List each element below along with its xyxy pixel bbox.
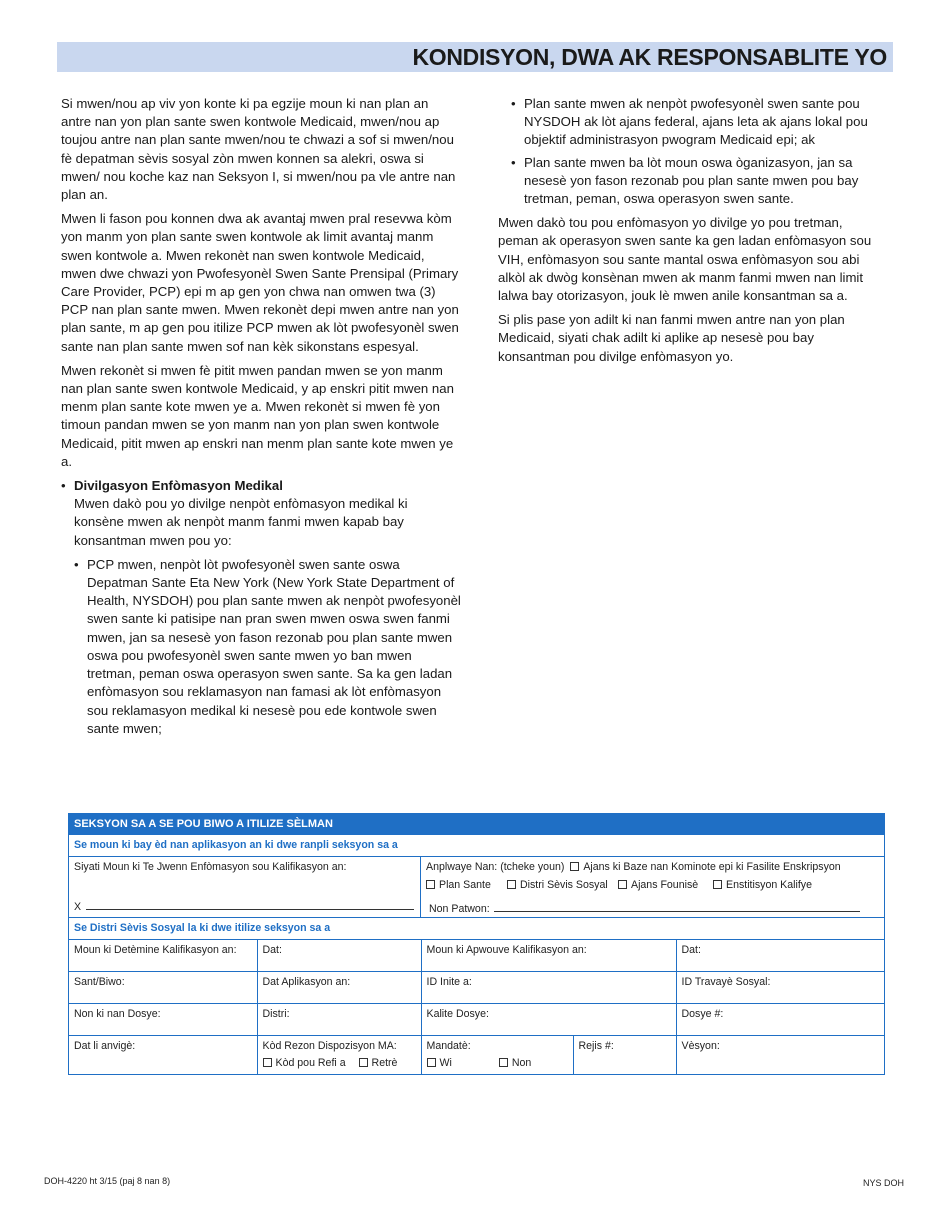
office-subheading: Se moun ki bay èd nan aplikasyon an ki dwe ranpli seksyon sa a <box>69 835 884 857</box>
checkbox-label: Retrè <box>371 1057 398 1069</box>
signature-row <box>69 857 884 918</box>
list-item: • Plan sante mwen ak nenpòt pwofesyonèl swen sante pou NYSDOH ak lòt ajans federal, ajans leta ak ajans lokal pou objektif administrasyon pwogram Medicaid epi; ak <box>511 95 886 150</box>
bullet-heading: • Divilgasyon Enfòmasyon Medikal <box>74 478 283 494</box>
form-number: DOH-4220 ht 3/15 (paj 8 nan 8) <box>44 1176 171 1186</box>
list-item: • PCP mwen, nenpòt lòt pwofesyonèl swen sante oswa Depatman Sante Eta New York (New York State Department of Health, NYSDOH) pou plan sante mwen ak nenpòt pwofesyonèl swen sante ki patisipe nan pran swen mwen oswa swen fanmi mwen, jan sa nesesè yon fason rezonab pou plan sante mwen oswa pou pwofesyonèl swen sante mwen yo ban mwen tretman, peman oswa operasyon swen sante. Sa ka gen ladan enfòmasyon sou reklamasyon nan famasi ak lòt enfòmasyon sou reklamasyon medikal ki nesesè pou ede kontwole swen sante mwen; <box>74 556 461 738</box>
header-banner <box>57 42 893 72</box>
checkbox-label: Wi <box>439 1057 452 1069</box>
checkbox-label: Ajans Founisè <box>631 879 699 891</box>
table-row <box>69 1004 884 1036</box>
paragraph: Si mwen/nou ap viv yon konte ki pa egzije moun ki nan plan an antre nan yon plan sante swen kontwole Medicaid, mwen/nou ap toujou antre nan plan sante mwen/nou te chwazi a sof si mwen/nou fè depatman sèvis sosyal zòn mwen konnen sa alekri, oswa si mwen/ nou koche kaz nan Seksyon I, si mwen/nou pa vle antre nan plan an. <box>61 96 456 203</box>
checkbox-provider-agency[interactable] <box>618 880 627 889</box>
checkbox-health-plan[interactable] <box>426 880 435 889</box>
application-date-field[interactable]: Dat Aplikasyon an: <box>257 972 421 1004</box>
office-subheading: Se Distri Sèvis Sosyal la ki dwe itilize seksyon sa a <box>69 918 884 940</box>
paragraph: Mwen dakò tou pou enfòmasyon yo divilge yo pou tretman, peman ak operasyon swen sante ka gen ladan enfòmasyon sou VIH, enfòmasyon sou sante mantal oswa enfòmasyon sou abi alkòl ak dwòg konsènan mwen ak manm fanmi mwen nan limit lalwa bay otorizasyon, jouk lè mwen anile konsantman sa a. <box>498 215 872 304</box>
case-type-field[interactable]: Kalite Dosye: <box>421 1004 676 1036</box>
ma-code-label: Kòd Rezon Dispozisyon MA: <box>262 1040 397 1052</box>
determined-by-field[interactable]: Moun ki Detèmine Kalifikasyon an: <box>74 944 237 956</box>
district-field[interactable]: Distri: <box>257 1004 421 1036</box>
checkbox-label: Enstitisyon Kalifye <box>726 879 812 891</box>
effective-date-field[interactable]: Dat li anvigè: <box>69 1036 257 1075</box>
office-section-title: SEKSYON SA A SE POU BIWO A ITILIZE SÈLMAN <box>69 813 884 835</box>
employer-label: Non Patwon: <box>429 903 490 915</box>
version-field[interactable]: Vèsyon: <box>676 1036 884 1075</box>
bullet-list <box>511 95 886 208</box>
checkbox-qualified-institution[interactable] <box>713 880 722 889</box>
checkbox-social-services[interactable] <box>507 880 516 889</box>
ma-code-field <box>257 1036 421 1075</box>
checkbox-community-agency[interactable] <box>570 862 579 871</box>
worker-id-field[interactable]: ID Travayè Sosyal: <box>676 972 884 1004</box>
unit-id-field[interactable]: ID Inite a: <box>421 972 676 1004</box>
case-name-field[interactable]: Non ki nan Dosye: <box>69 1004 257 1036</box>
employer-name-field[interactable] <box>429 903 860 915</box>
checkbox-label: Kòd pou Refi a <box>275 1057 346 1069</box>
office-fields-table <box>69 940 884 1074</box>
checkbox-withdrawn[interactable] <box>359 1058 368 1067</box>
mandatory-label: Mandatè: <box>426 1040 471 1052</box>
mandatory-field <box>421 1036 573 1075</box>
employee-label: Anplwaye Nan: (tcheke youn) <box>426 861 565 873</box>
office-use-section <box>68 813 885 1075</box>
checkbox-code-refused[interactable] <box>263 1058 272 1067</box>
approved-by-field[interactable]: Moun ki Apwouve Kalifikasyon an: <box>421 940 676 972</box>
signature-cell <box>69 857 421 917</box>
checkbox-yes[interactable] <box>427 1058 436 1067</box>
right-column <box>498 95 886 372</box>
date-field[interactable]: Dat: <box>257 940 421 972</box>
date-field[interactable]: Dat: <box>676 940 884 972</box>
checkbox-label: Ajans ki Baze nan Kominote epi ki Fasilite Enskripsyon <box>583 861 841 873</box>
checkbox-label: Plan Sante <box>439 879 491 891</box>
registry-number-field[interactable]: Rejis #: <box>573 1036 676 1075</box>
checkbox-label: Non <box>511 1057 532 1069</box>
bullet-list <box>61 477 461 738</box>
list-item <box>61 477 461 738</box>
paragraph: Mwen li fason pou konnen dwa ak avantaj mwen pral resevwa kòm yon manm yon plan sante swen kontwole ak limit avantaj manm swen kontwole a. Mwen rekonèt nan swen kontwole Medicaid, mwen dwe chwazi yon Pwofesyonèl Swen Sante Prensipal (Primary Care Provider, PCP) epi m ap gen yon chwa nan omwen twa (3) PCP nan plan sante mwen. Mwen rekonèt depi mwen antre nan yon plan sante, m ap gen pou itilize PCP mwen ak lòt pwofesyonèl swen sante nan plan sante mwen sof nan kèk sikonstans espesyal. <box>61 211 459 354</box>
case-number-field[interactable]: Dosye #: <box>676 1004 884 1036</box>
sub-bullet-list <box>74 556 461 738</box>
signature-label: Siyati Moun ki Te Jwenn Enfòmasyon sou Kalifikasyon an: <box>74 861 347 873</box>
signature-x: X <box>74 901 82 913</box>
list-item: • Plan sante mwen ba lòt moun oswa òganizasyon, jan sa nesesè yon fason rezonab pou plan sante mwen pou bay tretman, peman, oswa operasyon swen sante. <box>511 154 886 209</box>
checkbox-label: Distri Sèvis Sosyal <box>520 879 608 891</box>
table-row <box>69 972 884 1004</box>
paragraph: Si plis pase yon adilt ki nan fanmi mwen antre nan yon plan Medicaid, siyati chak adilt ki aplike ap nesesè pou bay konsantman pou divilge enfòmasyon yo. <box>498 312 845 364</box>
bullet-text: Mwen dakò pou yo divilge nenpòt enfòmasyon medikal ki konsène mwen ak nenpòt manm fanmi mwen kapab bay konsantman mwen pou yo: <box>74 496 408 548</box>
paragraph: Mwen rekonèt si mwen fè pitit mwen pandan mwen se yon manm nan plan sante swen kontwole Medicaid, y ap enskri pitit mwen nan menm plan sante kote mwen ye a. Mwen rekonèt si mwen fè yon timoun pandan mwen se yon manm nan yon plan swen kontwole Medicaid, pitit mwen ap enskri nan menm plan sante kote mwen ye a. <box>61 362 454 469</box>
table-row <box>69 1036 884 1075</box>
page-title: KONDISYON, DWA AK RESPONSABLITE YO <box>412 44 887 70</box>
table-row <box>69 940 884 972</box>
agency-name: NYS DOH <box>862 1178 904 1188</box>
left-column <box>61 95 461 744</box>
employer-cell <box>421 857 884 917</box>
center-office-field[interactable]: Sant/Biwo: <box>69 972 257 1004</box>
checkbox-no[interactable] <box>499 1058 508 1067</box>
signature-line[interactable] <box>74 901 414 913</box>
